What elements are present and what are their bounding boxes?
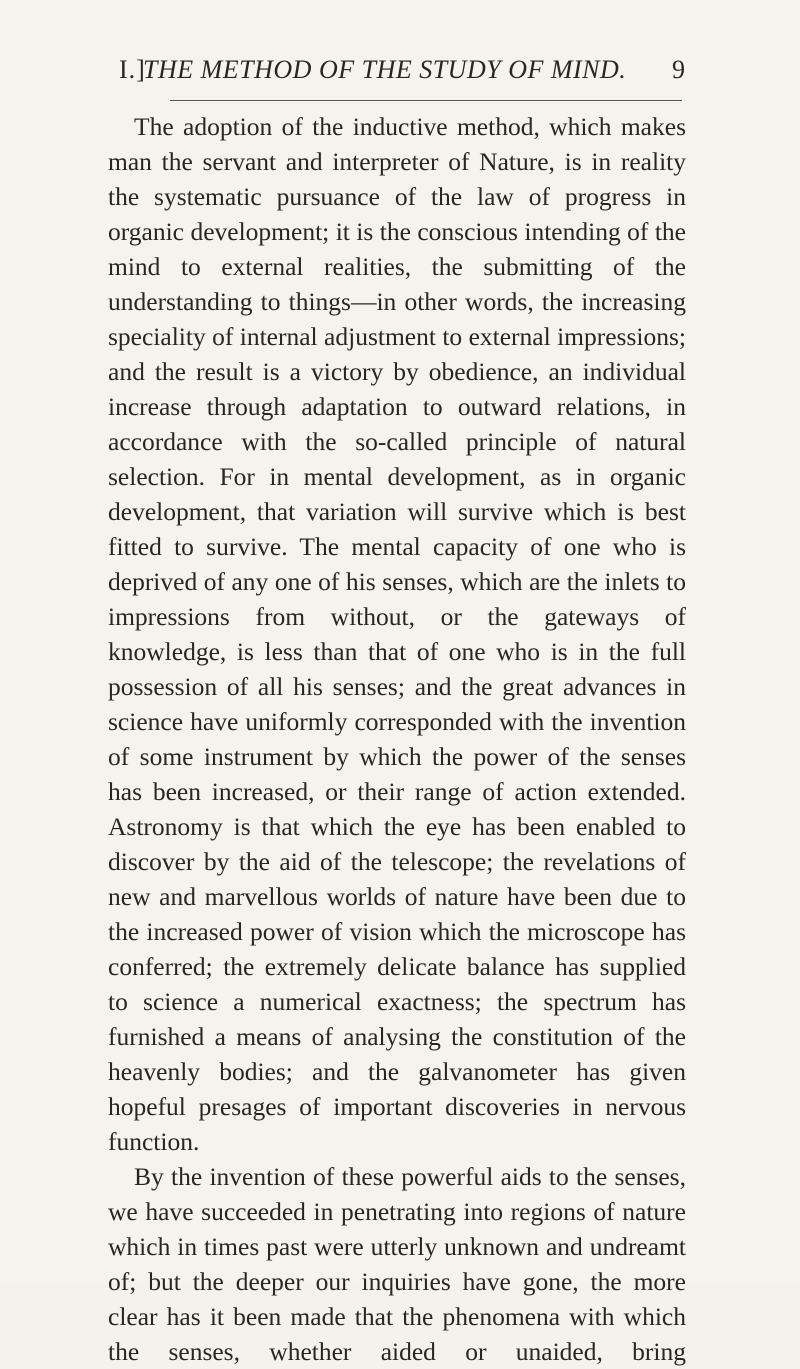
body-text bbox=[108, 109, 686, 1369]
running-head bbox=[119, 50, 685, 90]
page-number: 9 bbox=[672, 55, 685, 84]
paragraph: By the invention of these powerful aids to the senses, we have succeeded in penetrating into regions of nature which in times past were utterly unknown and undreamt of; but the deeper our inquiries have gone, the more clear has it been made that the phenomena with which the senses, whether aided or unaided, bring bbox=[108, 1162, 686, 1366]
header-rule bbox=[170, 100, 682, 101]
running-title: THE METHOD OF THE STUDY OF MIND. bbox=[143, 55, 627, 84]
chapter-number: I.] bbox=[119, 55, 146, 84]
paragraph: The adoption of the inductive method, which makes man the servant and interpreter of Nature, is in reality the systematic pursuance of the law of progress in organic development; it is the conscious intending of the mind to external realities, the submitting of the understanding to things—in other words, the increasing speciality of internal adjustment to external impressions; and the result is a victory by obedience, an individual increase through adaptation to outward relations, in accordance with the so-called principle of natural selection. For in mental development, as in organic development, that variation will survive which is best fitted to survive. The mental capacity of one who is deprived of any one of his senses, which are the inlets to impressions from without, or the gateways of knowledge, is less than that of one who is in the full possession of all his senses; and the great advances in science have uniformly corresponded with the invention of some instrument by which the power of the senses has been increased, or their range of action extended. Astronomy is that which the eye has been enabled to discover by the aid of the telescope; the revelations of new and marvellous worlds of nature have been due to the increased power of vision which the microscope has conferred; the extremely delicate balance has supplied to science a numerical exactness; the spectrum has furnished a means of analysing the constitution of the heavenly bodies; and the galvanometer has given hopeful presages of important discoveries in nervous function. bbox=[108, 112, 686, 1156]
